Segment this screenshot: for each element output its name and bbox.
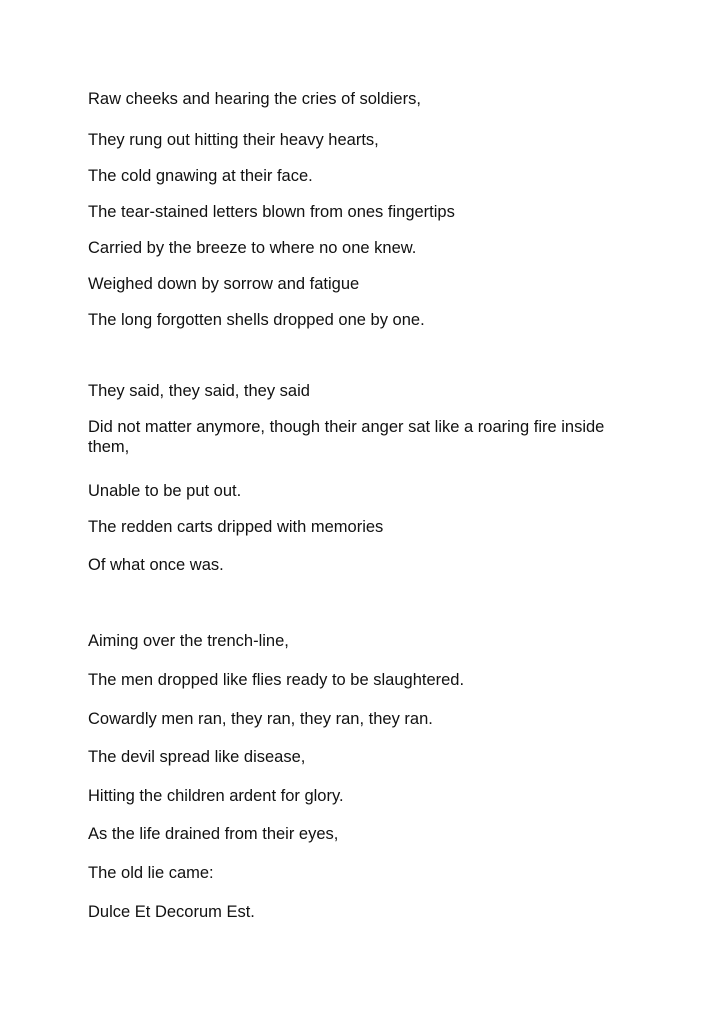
poem-line: Carried by the breeze to where no one knew.: [88, 239, 417, 257]
poem-line: Dulce Et Decorum Est.: [88, 903, 255, 921]
poem-line: The cold gnawing at their face.: [88, 167, 313, 185]
poem-line: They said, they said, they said: [88, 382, 310, 400]
poem-line: The tear-stained letters blown from ones fingertips: [88, 203, 455, 221]
poem-line: The long forgotten shells dropped one by one.: [88, 311, 425, 329]
poem-line: Aiming over the trench-line,: [88, 632, 289, 650]
poem-line: Cowardly men ran, they ran, they ran, they ran.: [88, 710, 433, 728]
poem-line: The men dropped like flies ready to be slaughtered.: [88, 671, 465, 689]
poem-line: The redden carts dripped with memories: [88, 518, 384, 536]
poem-line: As the life drained from their eyes,: [88, 825, 339, 843]
poem-line: Unable to be put out.: [88, 482, 242, 500]
poem-line: The devil spread like disease,: [88, 748, 306, 766]
poem-line: The old lie came:: [88, 864, 214, 882]
poem-line: Did not matter anymore, though their anger sat like a roaring fire inside them,: [88, 418, 605, 456]
poem-line: Weighed down by sorrow and fatigue: [88, 275, 360, 293]
poem-line: They rung out hitting their heavy hearts,: [88, 131, 379, 149]
poem-line: Hitting the children ardent for glory.: [88, 787, 344, 805]
poem-line: Raw cheeks and hearing the cries of soldiers,: [88, 90, 421, 108]
poem-line: Of what once was.: [88, 556, 224, 574]
